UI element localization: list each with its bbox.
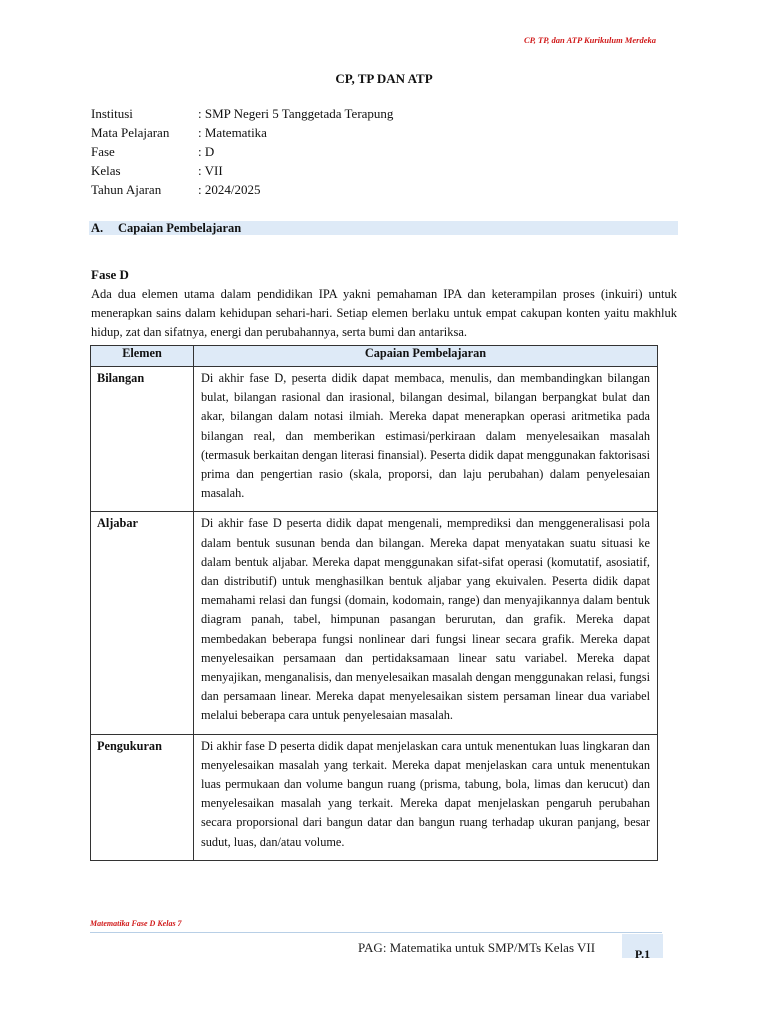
info-value: : Matematika: [198, 125, 267, 140]
table-row: [91, 734, 658, 860]
table-row: [91, 367, 658, 512]
elemen-cell: Pengukuran: [91, 734, 194, 860]
section-number: A.: [91, 221, 104, 235]
table-row: [91, 512, 658, 734]
footer-divider: [90, 932, 662, 933]
info-label: Fase: [91, 144, 115, 159]
info-label: Kelas: [91, 163, 121, 178]
capaian-cell: Di akhir fase D, peserta didik dapat membaca, menulis, dan membandingkan bilangan bulat, bilangan rasional dan irasional, bilangan desimal, bilangan berpangkat bulat dan akar, bilangan dalam notasi ilmiah. Mereka dapat menerapkan operasi aritmetika pada bilangan real, dan memberikan estimasi/perkiraan dalam menyelesaikan masalah (termasuk berkaitan dengan literasi finansial). Peserta didik dapat menggunakan faktorisasi prima dan pengertian rasio (skala, proporsi, dan laju perubahan) dalam penyelesaian masalah.: [194, 367, 658, 512]
info-value: : SMP Negeri 5 Tanggetada Terapung: [198, 106, 394, 121]
document-title: CP, TP DAN ATP: [335, 71, 433, 86]
info-row-mata-pelajaran: [91, 123, 393, 142]
section-title: Capaian Pembelajaran: [118, 221, 242, 235]
page-number-box: [622, 934, 663, 958]
info-value: : D: [198, 144, 215, 159]
capaian-cell: Di akhir fase D peserta didik dapat mengenali, memprediksi dan menggeneralisasi pola dalam bentuk susunan benda dan bilangan. Mereka dapat menyatakan suatu situasi ke dalam bentuk aljabar. Mereka dapat menggunakan sifat-sifat operasi (komutatif, asosiatif, dan distributif) untuk menghasilkan bentuk aljabar yang ekuivalen. Peserta didik dapat memahami relasi dan fungsi (domain, kodomain, range) dan menyajikannya dalam bentuk diagram panah, tabel, himpunan pasangan berurutan, dan grafik. Mereka dapat membedakan beberapa fungsi nonlinear dari fungsi linear secara grafik. Mereka dapat menyelesaikan persamaan dan pertidaksamaan linear satu variabel. Mereka dapat menyajikan, menganalisis, dan menyelesaikan masalah dengan menggunakan relasi, fungsi dan persamaan linear. Mereka dapat menyelesaikan sistem persaman linear dua variabel melalui beberapa cara untuk penyelesaian masalah.: [194, 512, 658, 734]
page-number: P.1: [634, 947, 651, 958]
info-row-fase: [91, 142, 393, 161]
info-row-kelas: [91, 161, 393, 180]
header-note: CP, TP, dan ATP Kurikulum Merdeka: [523, 35, 656, 45]
footer-left-note: Matematika Fase D Kelas 7: [90, 919, 182, 928]
info-label: Institusi: [91, 106, 133, 121]
info-block: [91, 104, 393, 199]
info-row-tahun-ajaran: [91, 180, 393, 199]
section-heading-a: [89, 221, 678, 235]
footer-title: PAG: Matematika untuk SMP/MTs Kelas VII: [358, 940, 596, 955]
elemen-cell: Bilangan: [91, 367, 194, 512]
info-value: : 2024/2025: [198, 182, 261, 197]
info-row-institusi: [91, 104, 393, 123]
fase-heading: Fase D: [91, 267, 129, 282]
intro-paragraph: Ada dua elemen utama dalam pendidikan IPA yakni pemahaman IPA dan keterampilan proses (inkuiri) untuk menerapkan sains dalam kehidupan sehari-hari. Setiap elemen berlaku untuk empat cakupan konten yaitu makhluk hidup, zat dan sifatnya, energi dan perubahannya, serta bumi dan antariksa.: [91, 287, 677, 339]
table-header-row: [91, 346, 658, 367]
info-label: Tahun Ajaran: [91, 182, 162, 197]
capaian-table: [90, 345, 658, 861]
column-header-capaian: Capaian Pembelajaran: [194, 346, 658, 367]
column-header-elemen: Elemen: [91, 346, 194, 367]
info-label: Mata Pelajaran: [91, 125, 170, 140]
elemen-cell: Aljabar: [91, 512, 194, 734]
info-value: : VII: [198, 163, 223, 178]
capaian-cell: Di akhir fase D peserta didik dapat menjelaskan cara untuk menentukan luas lingkaran dan menyelesaikan masalah yang terkait. Mereka dapat menjelaskan cara untuk menentukan luas permukaan dan volume bangun ruang (prisma, tabung, bola, limas dan kerucut) dan menyelesaikan masalah yang terkait. Mereka dapat menjelaskan pengaruh perubahan secara proporsional dari bangun datar dan bangun ruang terhadap ukuran panjang, besar sudut, luas, dan/atau volume.: [194, 734, 658, 860]
